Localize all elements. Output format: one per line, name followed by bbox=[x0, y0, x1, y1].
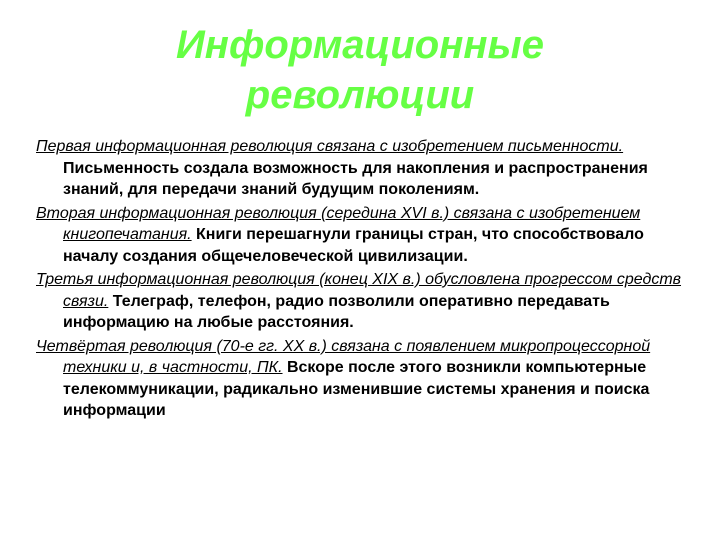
slide-title-line-1: Информационные bbox=[176, 23, 544, 67]
paragraph-lead: Первая информационная революция связана с изобретением письменности. bbox=[36, 138, 624, 155]
slide-title bbox=[0, 20, 720, 120]
slide-title-line-2: революции bbox=[245, 73, 475, 117]
paragraph-body: Телеграф, телефон, радио позволили оперативно передавать информацию на любые расстояния. bbox=[63, 292, 610, 331]
paragraph-body: Вскоре после этого возникли компьютерные телекоммуникации, радикально изменившие системы хранения и поиска информации bbox=[63, 359, 650, 419]
paragraph-first-revolution bbox=[36, 136, 696, 201]
paragraph-second-revolution bbox=[36, 203, 696, 268]
paragraph-fourth-revolution bbox=[36, 336, 696, 422]
slide-body bbox=[36, 136, 696, 424]
paragraph-body: Письменность создала возможность для накопления и распространения знаний, для передачи знаний будущим поколениям. bbox=[63, 159, 648, 198]
paragraph-body: Книги перешагнули границы стран, что способствовало началу создания общечеловеческой цивилизации. bbox=[63, 226, 644, 265]
paragraph-lead: Третья информационная революция (конец XIX в.) обусловлена прогрессом средств связи. bbox=[36, 271, 682, 310]
paragraph-lead: Четвёртая революция (70-е гг. XX в.) связана с появлением микропроцессорной техники и, в частности, ПК. bbox=[36, 337, 651, 376]
paragraph-lead: Вторая информационная революция (середина XVI в.) связана с изобретением книгопечатания. bbox=[36, 204, 641, 243]
paragraph-third-revolution bbox=[36, 269, 696, 334]
